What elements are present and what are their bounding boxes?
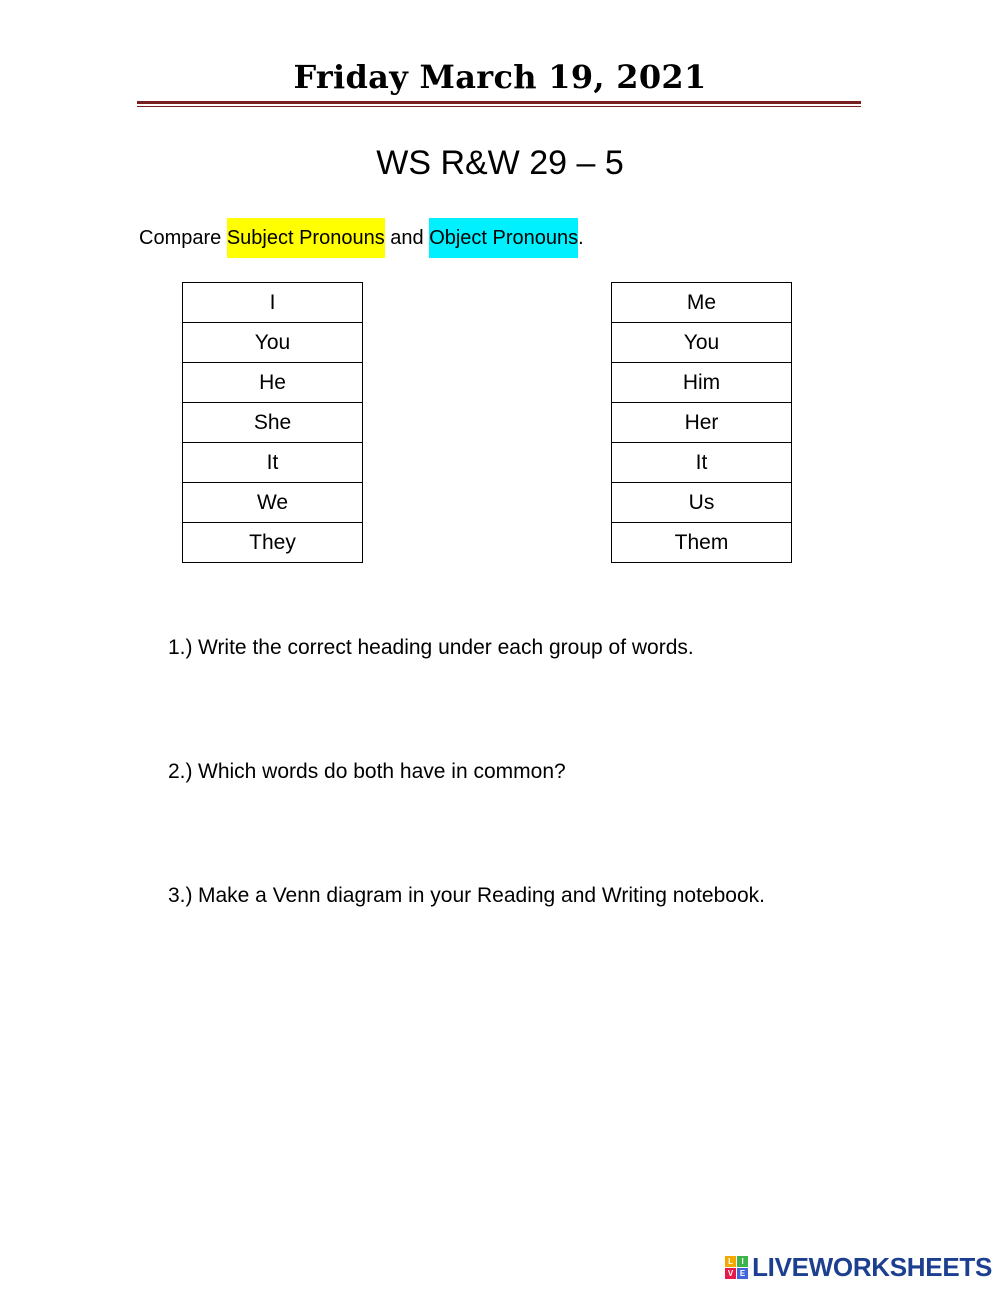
subject-pronouns-highlight: Subject Pronouns [227, 218, 385, 258]
table-cell: Me [612, 283, 792, 323]
table-cell: They [183, 523, 363, 563]
question-number: 1.) [168, 636, 193, 659]
table-cell: It [612, 443, 792, 483]
table-row [183, 403, 363, 443]
logo-square: I [737, 1256, 748, 1267]
table-cell: We [183, 483, 363, 523]
intro-connector: and [384, 226, 430, 249]
table-cell: You [612, 323, 792, 363]
header-divider-thin [137, 106, 861, 107]
logo-square: E [737, 1268, 748, 1279]
table-row [183, 483, 363, 523]
worksheet-title: WS R&W 29 – 5 [376, 144, 624, 182]
table-row [183, 363, 363, 403]
question-number: 3.) [168, 884, 193, 907]
intro-suffix: . [578, 226, 584, 249]
table-row [612, 323, 792, 363]
date-heading: Friday March 19, 2021 [293, 58, 707, 96]
table-row [612, 523, 792, 563]
object-pronouns-table [611, 282, 792, 563]
table-cell: Her [612, 403, 792, 443]
table-cell: It [183, 443, 363, 483]
logo-square: V [725, 1268, 736, 1279]
question-text: Make a Venn diagram in your Reading and Writing notebook. [198, 884, 765, 907]
table-row [183, 283, 363, 323]
table-cell: Them [612, 523, 792, 563]
object-pronouns-highlight: Object Pronouns [429, 218, 578, 258]
table-row [612, 403, 792, 443]
question-1 [168, 636, 694, 660]
table-row [612, 483, 792, 523]
liveworksheets-logo [725, 1252, 992, 1283]
table-cell: She [183, 403, 363, 443]
table-row [612, 443, 792, 483]
question-3 [168, 884, 765, 908]
logo-text: LIVEWORKSHEETS [752, 1252, 992, 1282]
table-cell: Him [612, 363, 792, 403]
subject-pronouns-table [182, 282, 363, 563]
question-text: Which words do both have in common? [198, 760, 566, 783]
question-text: Write the correct heading under each group of words. [198, 636, 694, 659]
table-row [183, 523, 363, 563]
intro-prefix: Compare [139, 226, 227, 249]
instructions-line [139, 218, 584, 258]
logo-icon [725, 1256, 748, 1279]
table-row [183, 323, 363, 363]
table-cell: You [183, 323, 363, 363]
question-2 [168, 760, 566, 784]
table-cell: I [183, 283, 363, 323]
question-number: 2.) [168, 760, 193, 783]
table-cell: Us [612, 483, 792, 523]
table-cell: He [183, 363, 363, 403]
header-divider [137, 101, 861, 104]
logo-square: L [725, 1256, 736, 1267]
table-row [183, 443, 363, 483]
table-row [612, 363, 792, 403]
table-row [612, 283, 792, 323]
